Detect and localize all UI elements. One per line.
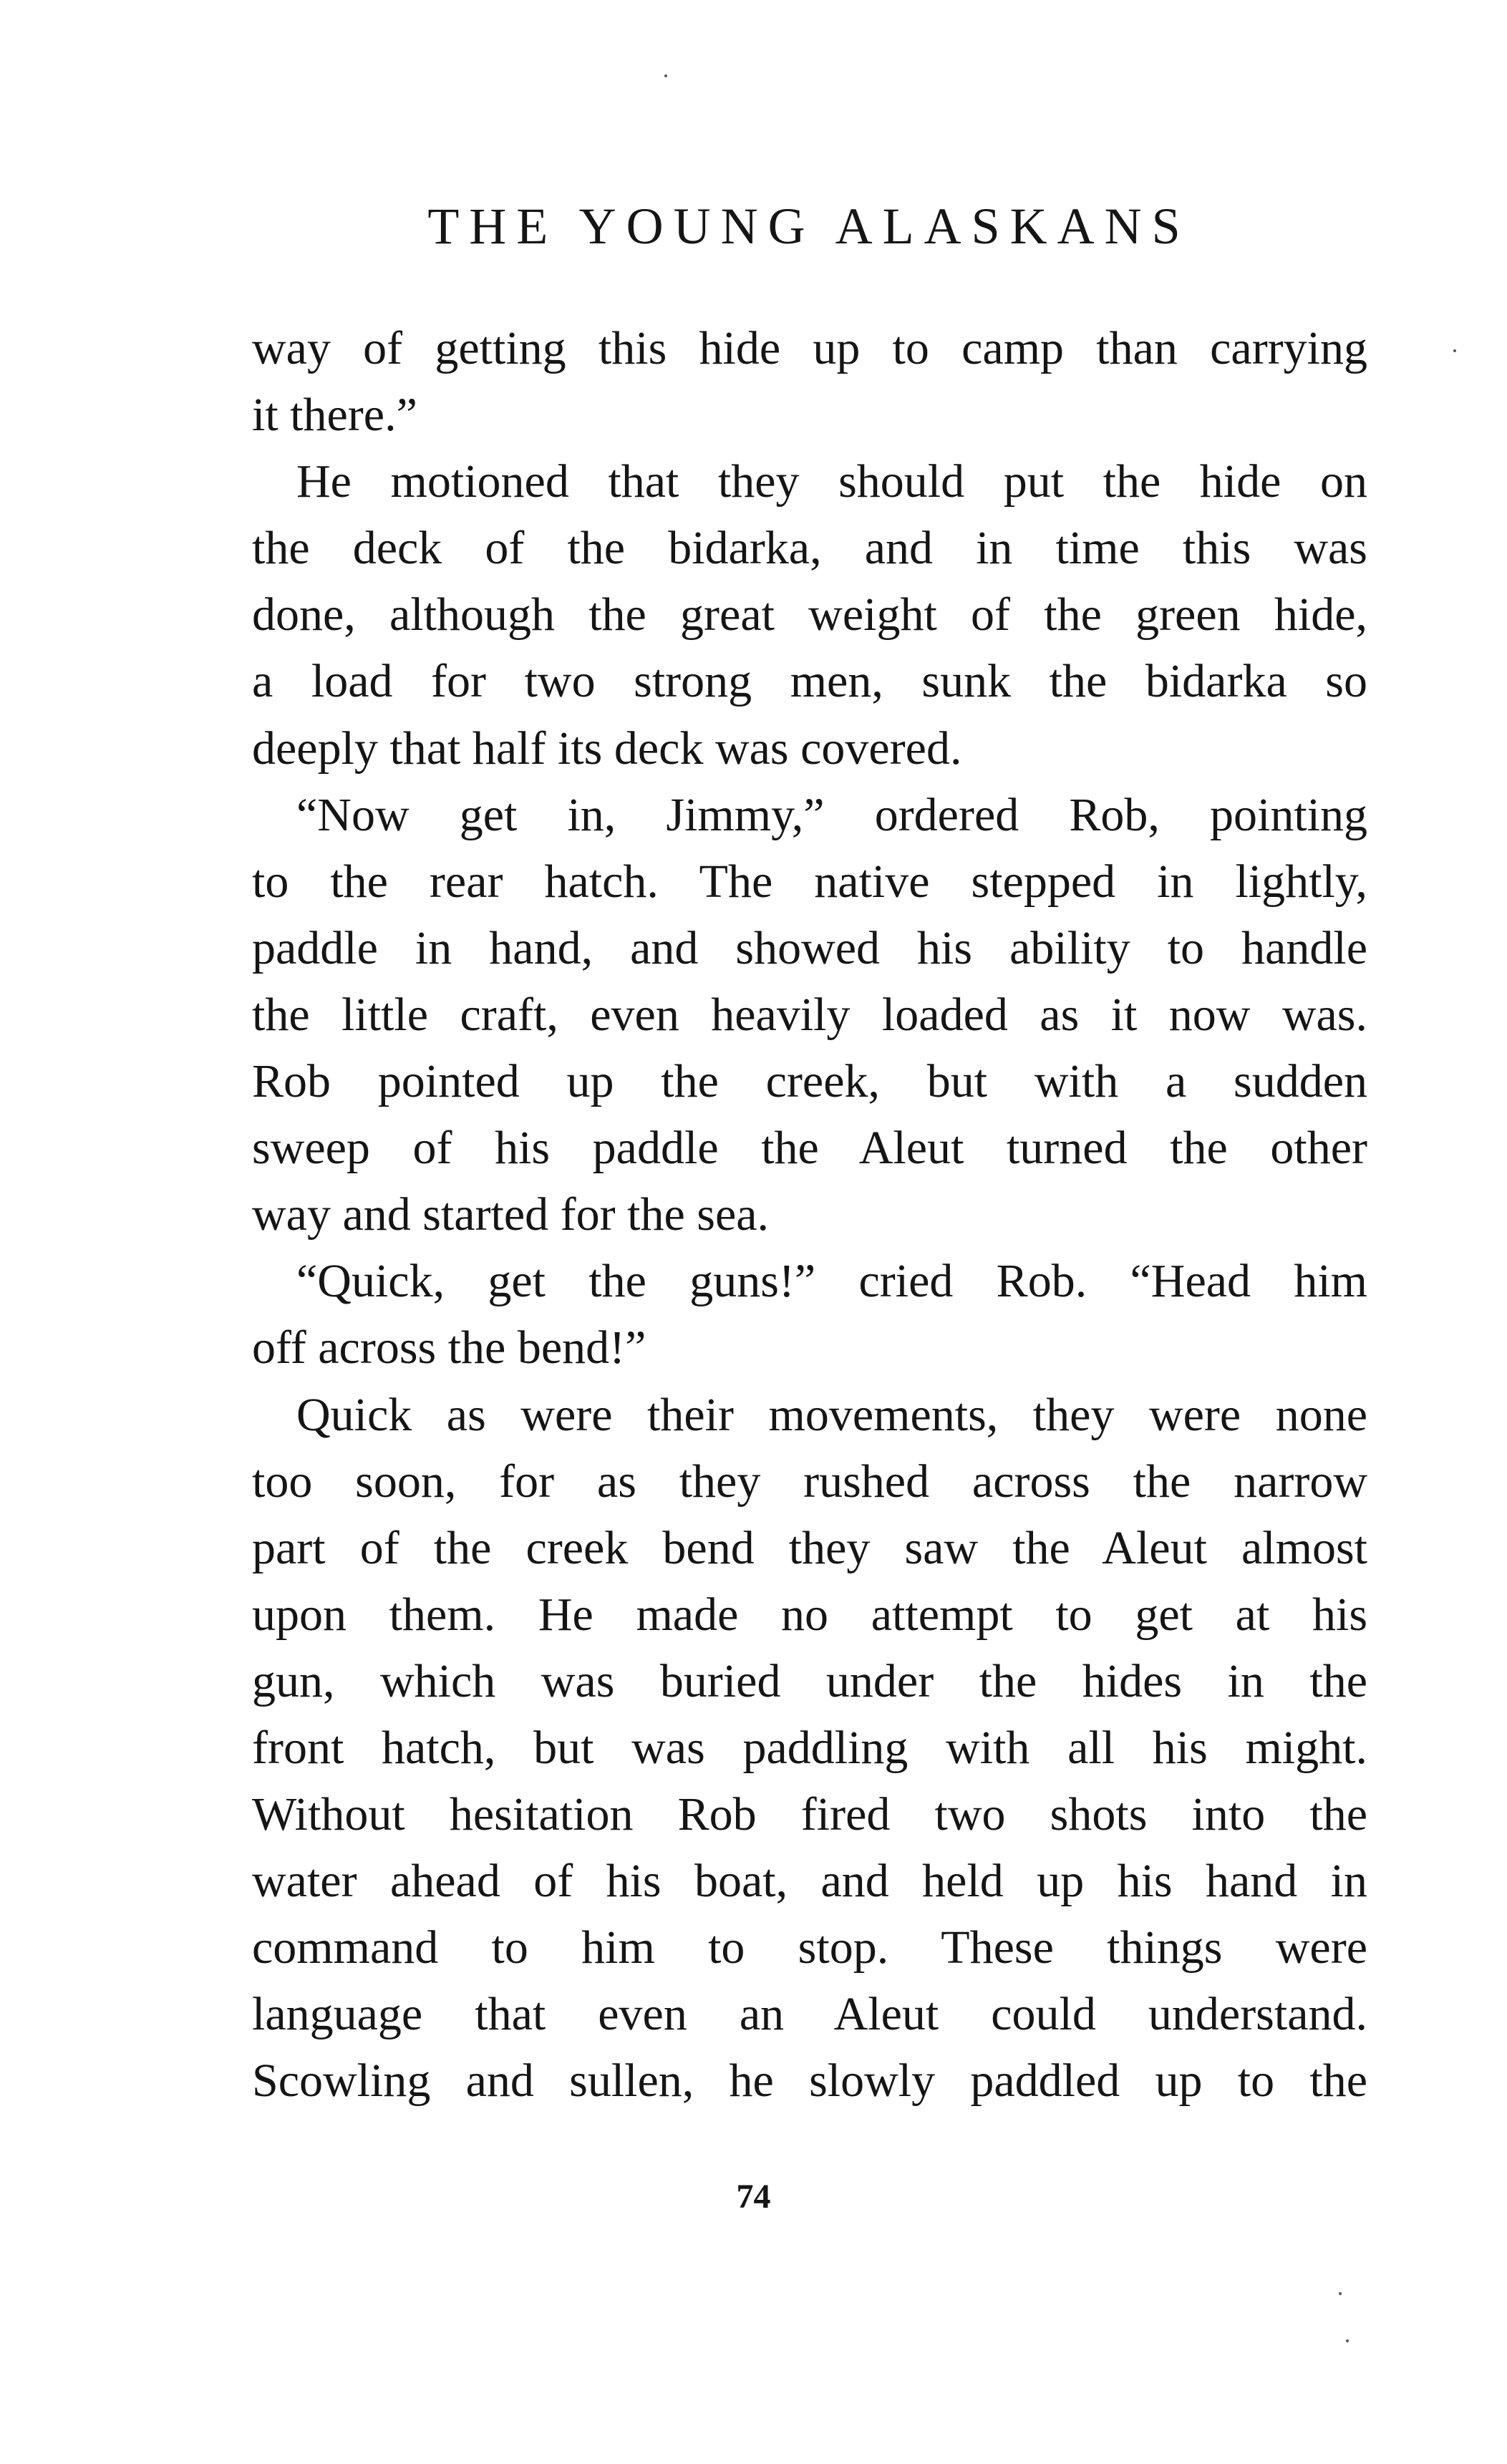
body-text <box>252 315 1367 2115</box>
text-line: command to him to stop. These things were <box>252 1921 1367 1974</box>
text-line: it there.” <box>252 389 417 442</box>
text-line: deeply that half its deck was covered. <box>252 722 962 775</box>
scan-speck <box>1453 349 1456 352</box>
page-number: 74 <box>736 2178 771 2216</box>
text-line: “Quick, get the guns!” cried Rob. “Head him <box>296 1255 1367 1308</box>
text-line: sweep of his paddle the Aleut turned the other <box>252 1122 1367 1175</box>
text-line: done, although the great weight of the green hide, <box>252 588 1367 641</box>
text-line: gun, which was buried under the hides in the <box>252 1654 1367 1707</box>
text-line: He motioned that they should put the hide on <box>296 455 1367 508</box>
text-line: way and started for the sea. <box>252 1188 770 1241</box>
text-line: a load for two strong men, sunk the bidarka so <box>252 655 1367 708</box>
scan-speck <box>664 74 667 77</box>
text-line: language that even an Aleut could understand. <box>252 1988 1367 2041</box>
scan-speck <box>1339 2292 1342 2295</box>
text-line: water ahead of his boat, and held up his hand in <box>252 1855 1367 1908</box>
text-line: the deck of the bidarka, and in time this was <box>252 522 1367 575</box>
text-line: Rob pointed up the creek, but with a sudden <box>252 1055 1367 1108</box>
text-line: way of getting this hide up to camp than carrying <box>252 322 1367 374</box>
text-line: too soon, for as they rushed across the narrow <box>252 1455 1367 1508</box>
text-line: Scowling and sullen, he slowly paddled up to the <box>252 2055 1367 2108</box>
text-line: “Now get in, Jimmy,” ordered Rob, pointing <box>296 788 1367 841</box>
scan-speck <box>1346 2339 1349 2342</box>
text-line: the little craft, even heavily loaded as it now was. <box>252 988 1367 1041</box>
text-line: paddle in hand, and showed his ability to handle <box>252 921 1367 974</box>
text-line: part of the creek bend they saw the Aleut almost <box>252 1521 1367 1574</box>
text-line: front hatch, but was paddling with all his might. <box>252 1721 1367 1774</box>
running-head: THE YOUNG ALASKANS <box>427 198 1191 255</box>
text-line: upon them. He made no attempt to get at his <box>252 1588 1367 1641</box>
text-line: off across the bend!” <box>252 1321 646 1374</box>
text-line: Quick as were their movements, they were none <box>296 1388 1367 1441</box>
text-line: Without hesitation Rob fired two shots into the <box>252 1788 1367 1841</box>
text-line: to the rear hatch. The native stepped in lightly, <box>252 855 1367 908</box>
